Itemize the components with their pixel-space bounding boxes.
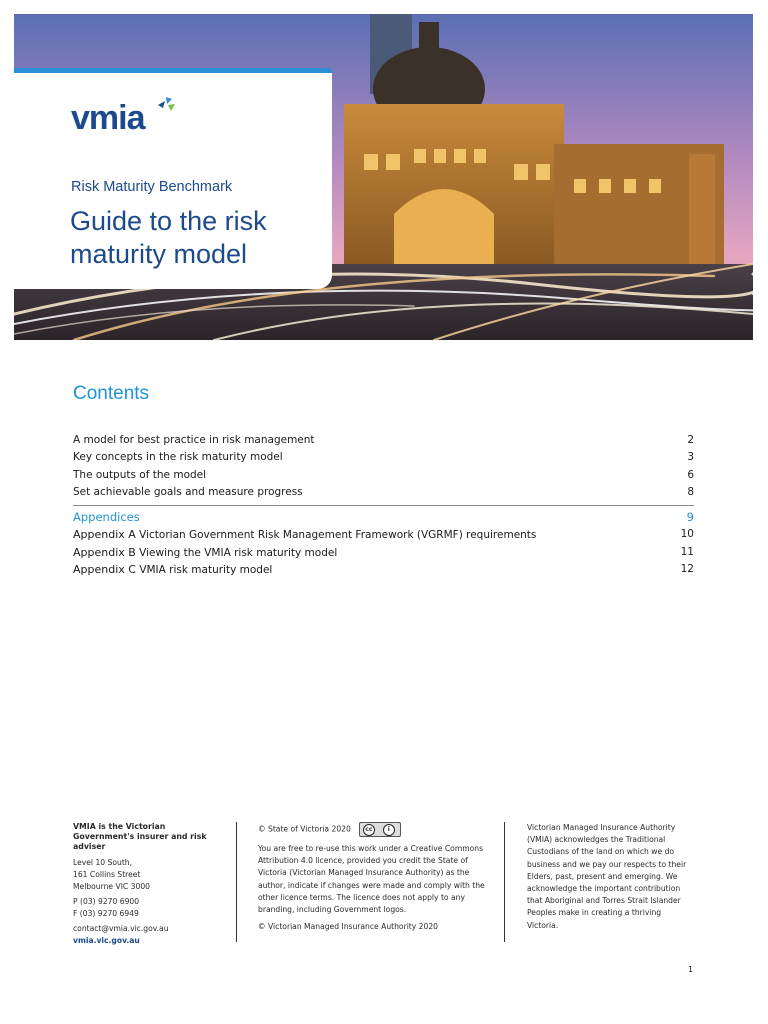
footer-fax: F (03) 9270 6949 bbox=[73, 908, 139, 918]
footer-address-line: 161 Collins Street bbox=[73, 870, 141, 880]
page-number: 1 bbox=[688, 965, 694, 974]
footer-divider bbox=[236, 822, 237, 942]
toc-item[interactable]: Set achievable goals and measure progress 8 bbox=[73, 485, 694, 498]
footer-email-link[interactable]: contact@vmia.vic.gov.au bbox=[73, 924, 169, 934]
footer-divider bbox=[504, 822, 505, 942]
footer-contact bbox=[73, 822, 223, 947]
toc-divider bbox=[73, 505, 694, 506]
footer-website-link[interactable]: vmia.vic.gov.au bbox=[73, 936, 140, 946]
document-title: Guide to the risk maturity model bbox=[70, 206, 267, 269]
creative-commons-badge-icon: cc i bbox=[359, 822, 401, 837]
footer-copyright-vmia: © Victorian Managed Insurance Authority 2020 bbox=[258, 922, 439, 932]
toc-item[interactable]: The outputs of the model 6 bbox=[73, 468, 694, 481]
toc-appendix-item[interactable]: Appendix B Viewing the VMIA risk maturity model 11 bbox=[73, 545, 694, 559]
footer-phone: P (03) 9270 6900 bbox=[73, 896, 140, 906]
document-subtitle: Risk Maturity Benchmark bbox=[71, 179, 233, 195]
footer-address-line: Melbourne VIC 3000 bbox=[73, 882, 150, 892]
footer-copyright: © State of Victoria 2020 bbox=[258, 824, 351, 834]
footer-acknowledgement: Victorian Managed Insurance Authority (VMIA) acknowledges the Traditional Custodians of the land on which we do business and we pay our respects to their Elders, past, present and emerging. We acknowledge the important contribution that Aboriginal and Torres Strait Islander Peoples make in creating a thriving Victoria. bbox=[527, 823, 687, 930]
toc-item[interactable]: Key concepts in the risk maturity model 3 bbox=[73, 451, 694, 464]
footer-licence-text: You are free to re-use this work under a Creative Commons Attribution 4.0 licence, provided you credit the State of Victoria (Victorian Managed Insurance Authority) as the author, indicate if changes were made and comply with the other licence terms. The licence does not apply to any branding, including Government logos. bbox=[258, 844, 485, 915]
toc-appendix-item[interactable]: Appendix A Victorian Government Risk Management Framework (VGRMF) requirements 10 bbox=[73, 528, 694, 542]
toc-appendix-item[interactable]: Appendix C VMIA risk maturity model 12 bbox=[73, 563, 694, 577]
footer-licence bbox=[258, 822, 486, 933]
table-of-contents bbox=[73, 432, 694, 578]
toc-appendices-heading[interactable]: Appendices 9 bbox=[73, 510, 694, 525]
title-card bbox=[14, 68, 332, 289]
footer bbox=[73, 822, 694, 946]
footer-address-line: Level 10 South, bbox=[73, 858, 133, 867]
vmia-logo: vmia bbox=[71, 99, 145, 137]
vmia-logo-mark-icon bbox=[156, 95, 176, 115]
toc-item[interactable]: A model for best practice in risk management 2 bbox=[73, 434, 694, 446]
footer-intro: VMIA is the Victorian Government's insurer and risk adviser bbox=[73, 822, 207, 851]
contents-heading: Contents bbox=[73, 383, 150, 404]
